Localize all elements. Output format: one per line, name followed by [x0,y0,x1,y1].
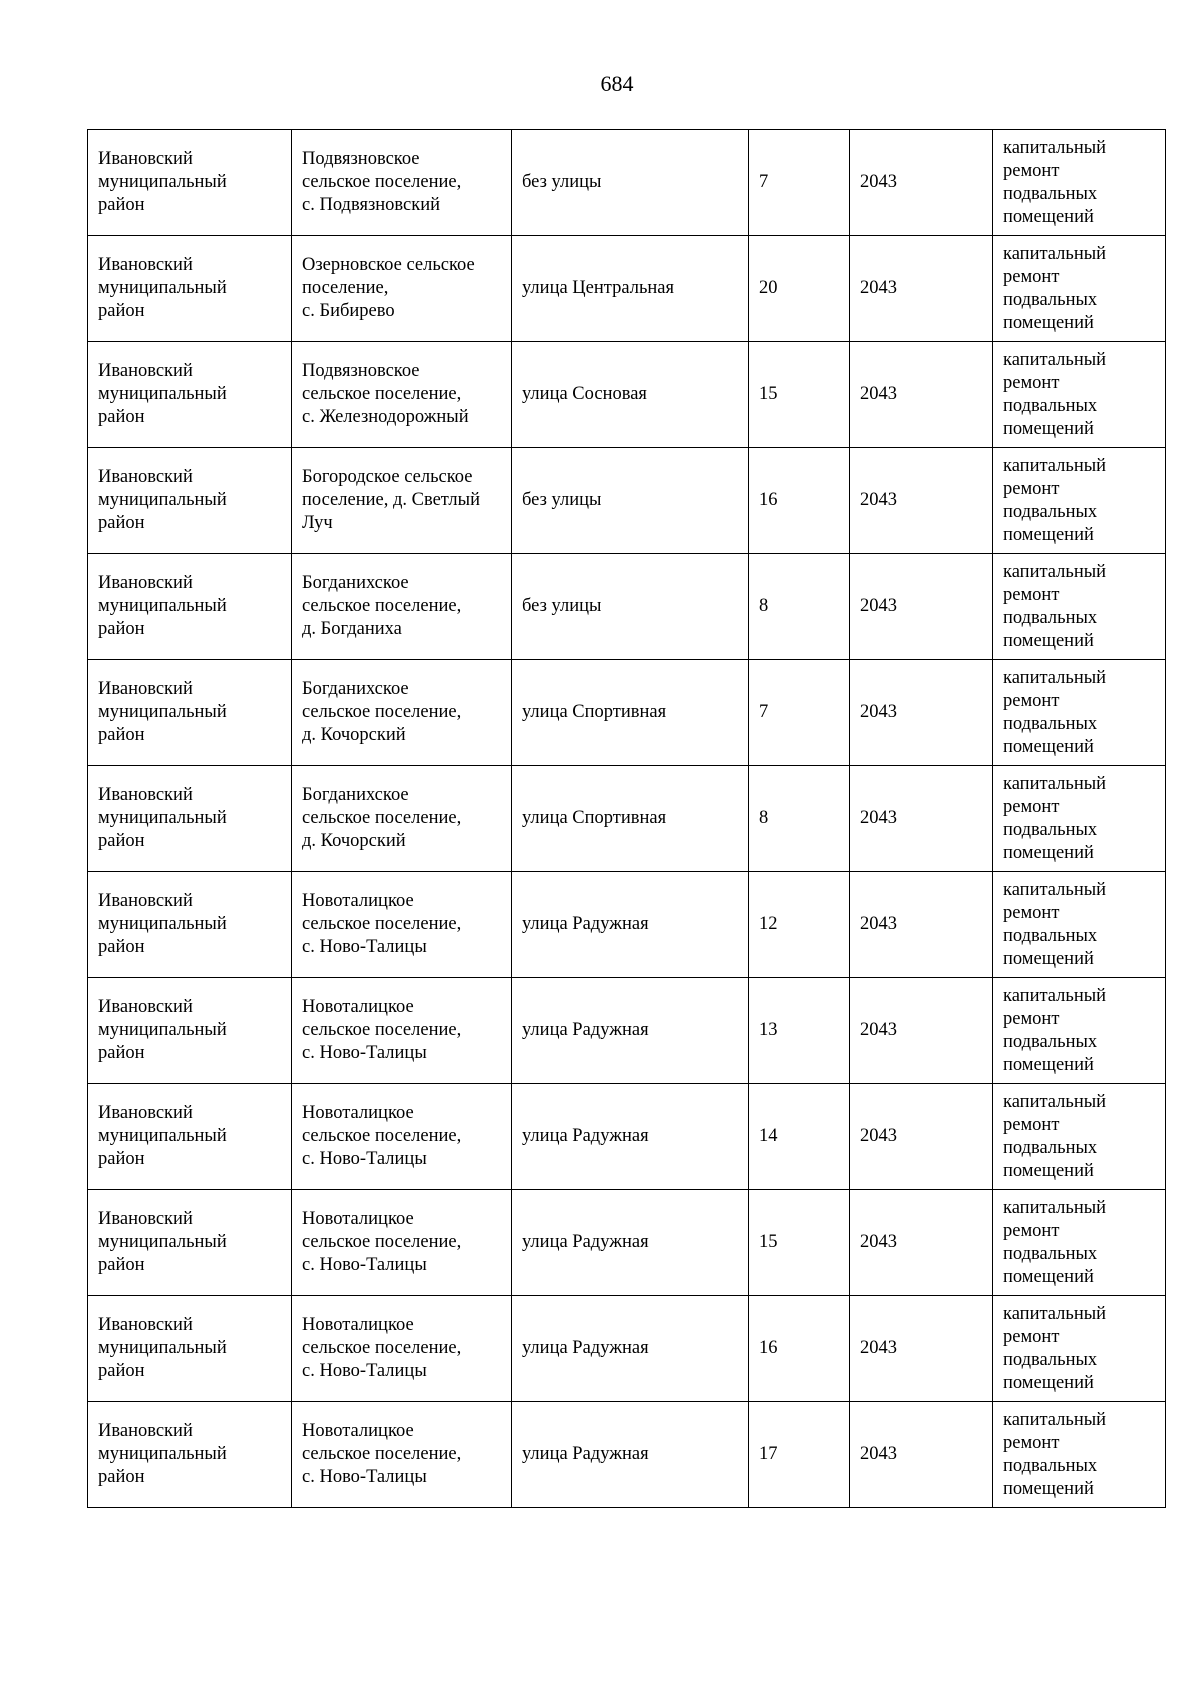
table-row [88,342,1166,448]
house-number-cell: 8 [749,554,850,660]
work-type-cell: капитальный ремонт подвальных помещений [993,1190,1166,1296]
district-cell: Ивановский муниципальный район [88,1402,292,1508]
district-cell: Ивановский муниципальный район [88,130,292,236]
year-cell: 2043 [850,448,993,554]
year-cell: 2043 [850,660,993,766]
work-type-cell: капитальный ремонт подвальных помещений [993,448,1166,554]
table-row [88,1296,1166,1402]
year-cell: 2043 [850,978,993,1084]
work-type-cell: капитальный ремонт подвальных помещений [993,342,1166,448]
district-cell: Ивановский муниципальный район [88,448,292,554]
settlement-cell: Новоталицкое сельское поселение, с. Ново-Талицы [292,1402,512,1508]
work-type-cell: капитальный ремонт подвальных помещений [993,660,1166,766]
table-row [88,978,1166,1084]
street-cell: улица Радужная [512,1190,749,1296]
street-cell: улица Радужная [512,1084,749,1190]
work-type-cell: капитальный ремонт подвальных помещений [993,1402,1166,1508]
table-row [88,554,1166,660]
street-cell: улица Радужная [512,1402,749,1508]
street-cell: без улицы [512,448,749,554]
settlement-cell: Новоталицкое сельское поселение, с. Ново-Талицы [292,1084,512,1190]
year-cell: 2043 [850,342,993,448]
settlement-cell: Подвязновское сельское поселение, с. Подвязновский [292,130,512,236]
settlement-cell: Богданихское сельское поселение, д. Кочорский [292,766,512,872]
work-type-cell: капитальный ремонт подвальных помещений [993,1296,1166,1402]
house-number-cell: 12 [749,872,850,978]
year-cell: 2043 [850,1084,993,1190]
settlement-cell: Подвязновское сельское поселение, с. Железнодорожный [292,342,512,448]
table-row [88,130,1166,236]
table-row [88,872,1166,978]
work-type-cell: капитальный ремонт подвальных помещений [993,766,1166,872]
year-cell: 2043 [850,236,993,342]
settlement-cell: Озерновское сельское поселение, с. Бибирево [292,236,512,342]
street-cell: улица Спортивная [512,766,749,872]
table-row [88,1190,1166,1296]
year-cell: 2043 [850,1190,993,1296]
house-number-cell: 16 [749,1296,850,1402]
year-cell: 2043 [850,554,993,660]
settlement-cell: Новоталицкое сельское поселение, с. Ново-Талицы [292,872,512,978]
district-cell: Ивановский муниципальный район [88,554,292,660]
district-cell: Ивановский муниципальный район [88,872,292,978]
street-cell: улица Радужная [512,872,749,978]
street-cell: без улицы [512,554,749,660]
table-body [88,130,1166,1508]
district-cell: Ивановский муниципальный район [88,1296,292,1402]
district-cell: Ивановский муниципальный район [88,766,292,872]
year-cell: 2043 [850,766,993,872]
table-row [88,448,1166,554]
district-cell: Ивановский муниципальный район [88,342,292,448]
table-row [88,236,1166,342]
street-cell: улица Сосновая [512,342,749,448]
street-cell: улица Радужная [512,1296,749,1402]
work-type-cell: капитальный ремонт подвальных помещений [993,236,1166,342]
work-type-cell: капитальный ремонт подвальных помещений [993,554,1166,660]
settlement-cell: Богданихское сельское поселение, д. Кочорский [292,660,512,766]
table-row [88,1084,1166,1190]
house-number-cell: 15 [749,1190,850,1296]
work-type-cell: капитальный ремонт подвальных помещений [993,130,1166,236]
house-number-cell: 7 [749,130,850,236]
house-number-cell: 8 [749,766,850,872]
settlement-cell: Богородское сельское поселение, д. Светлый Луч [292,448,512,554]
house-number-cell: 16 [749,448,850,554]
house-number-cell: 20 [749,236,850,342]
district-cell: Ивановский муниципальный район [88,1190,292,1296]
district-cell: Ивановский муниципальный район [88,660,292,766]
street-cell: без улицы [512,130,749,236]
table-row [88,660,1166,766]
district-cell: Ивановский муниципальный район [88,236,292,342]
house-number-cell: 14 [749,1084,850,1190]
settlement-cell: Новоталицкое сельское поселение, с. Ново-Талицы [292,1296,512,1402]
work-type-cell: капитальный ремонт подвальных помещений [993,978,1166,1084]
year-cell: 2043 [850,1402,993,1508]
house-number-cell: 7 [749,660,850,766]
housing-repair-table [87,129,1166,1508]
table-row [88,1402,1166,1508]
street-cell: улица Спортивная [512,660,749,766]
work-type-cell: капитальный ремонт подвальных помещений [993,872,1166,978]
district-cell: Ивановский муниципальный район [88,978,292,1084]
year-cell: 2043 [850,1296,993,1402]
settlement-cell: Новоталицкое сельское поселение, с. Ново-Талицы [292,978,512,1084]
street-cell: улица Центральная [512,236,749,342]
house-number-cell: 15 [749,342,850,448]
house-number-cell: 17 [749,1402,850,1508]
settlement-cell: Богданихское сельское поселение, д. Богданиха [292,554,512,660]
district-cell: Ивановский муниципальный район [88,1084,292,1190]
page-number: 684 [600,71,634,96]
house-number-cell: 13 [749,978,850,1084]
street-cell: улица Радужная [512,978,749,1084]
work-type-cell: капитальный ремонт подвальных помещений [993,1084,1166,1190]
table-row [88,766,1166,872]
year-cell: 2043 [850,130,993,236]
year-cell: 2043 [850,872,993,978]
settlement-cell: Новоталицкое сельское поселение, с. Ново-Талицы [292,1190,512,1296]
